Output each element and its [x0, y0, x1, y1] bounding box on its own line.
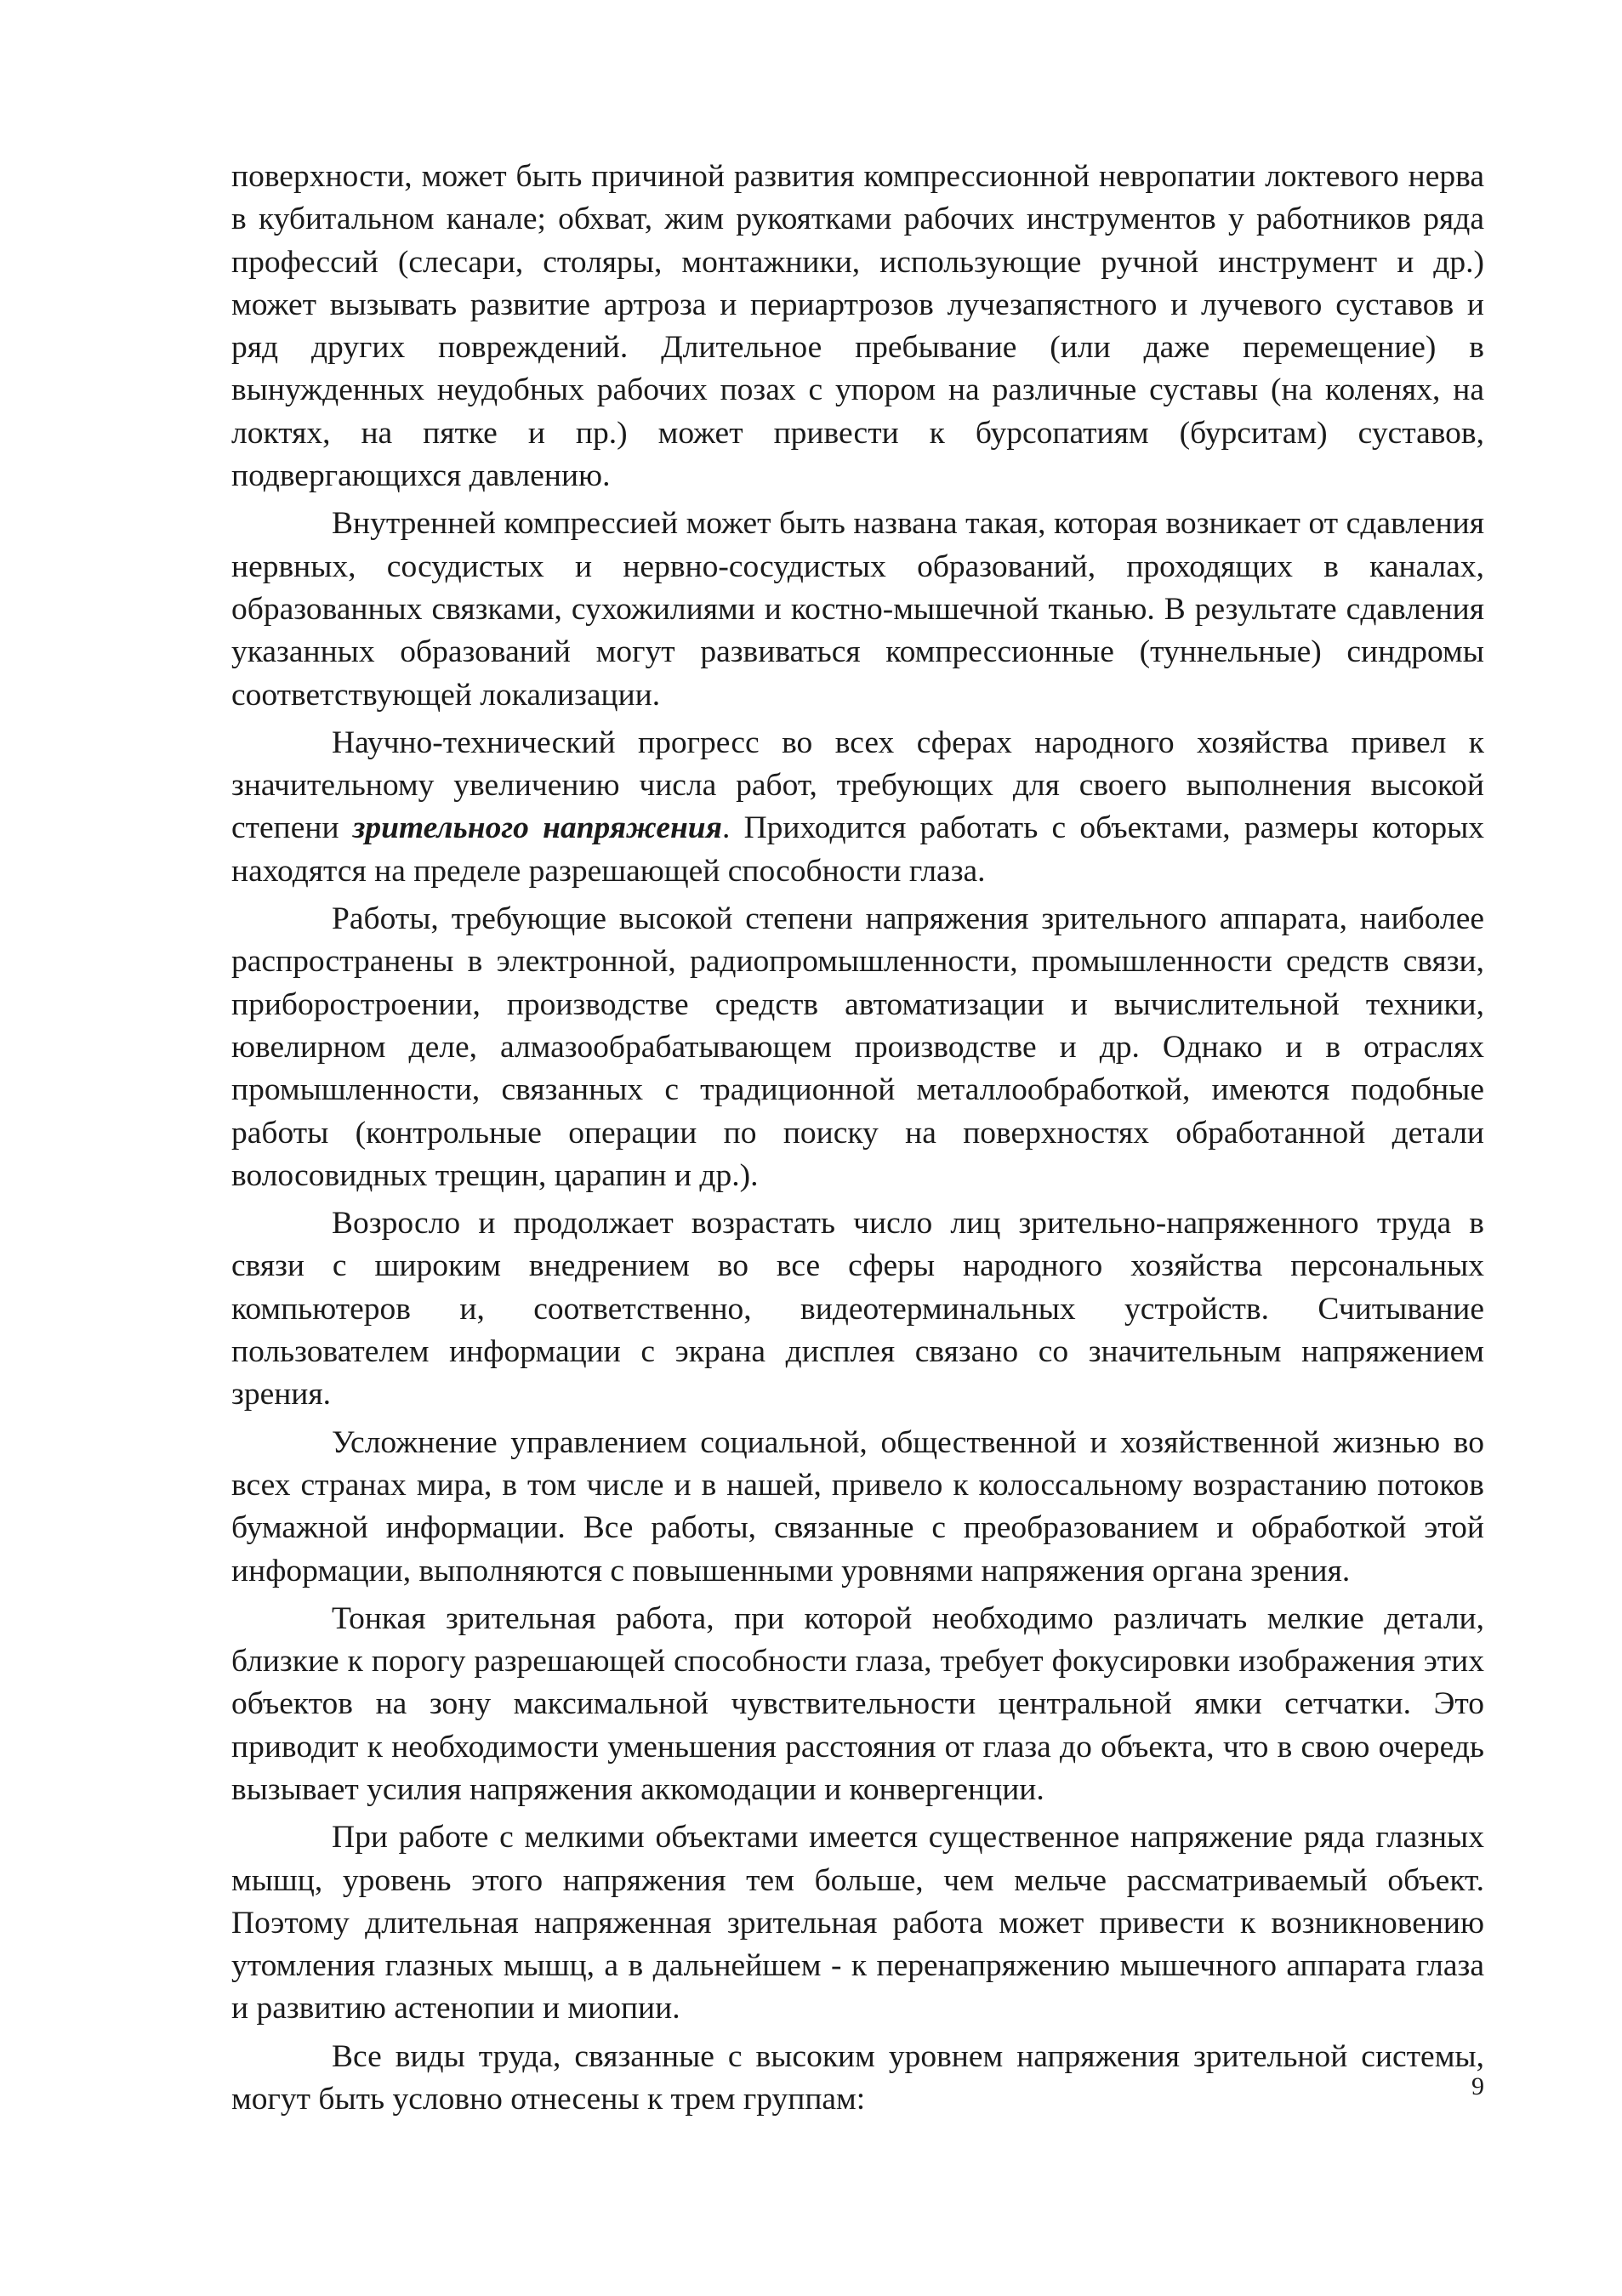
document-body — [231, 156, 1484, 2126]
paragraph-fine-visual-work: Тонкая зрительная работа, при которой необходимо различать мелкие детали, близкие к порогу разрешающей способности глаза, требует фокусировки изображения этих объектов на зону максимальной чувствительности центральной ямки сетчатки. Это приводит к необходимости уменьшения расстояния от глаза до объекта, что в свою очередь вызывает усилия напряжения аккомодации и конвергенции. — [231, 1600, 1484, 1807]
paragraph-compression-internal: Внутренней компрессией может быть названа такая, которая возникает от сдавления нервных, сосудистых и нервно-сосудистых образований, проходящих в каналах, образованных связками, сухожилиями и костно-мышечной тканью. В результате сдавления указанных образований могут развиваться компрессионные (туннельные) синдромы соответствующей локализации. — [231, 506, 1484, 713]
emphasized-term: зрительного напряжения — [352, 810, 722, 846]
paragraph-computers: Возросло и продолжает возрастать число лиц зрительно-напряженного труда в связи с широким внедрением во все сферы народного хозяйства персональных компьютеров и, соответственно, видеотерминальных устройств. Считывание пользователем информации с экрана дисплея связано со значительным напряжением зрения. — [231, 1206, 1484, 1412]
paragraph-compression-external: поверхности, может быть причиной развития компрессионной невропатии локтевого нерва в кубитальном канале; обхват, жим рукоятками рабочих инструментов у работников ряда профессий (слесари, столяры, монтажники, использующие ручной инструмент и др.) может вызывать развитие артроза и периартрозов лучезапястного и лучевого суставов и ряд других повреждений. Длительное пребывание (или даже перемещение) в вынужденных неудобных рабочих позах с упором на различные суставы (на коленях, на локтях, на пятке и пр.) может привести к бурсопатиям (бурситам) суставов, подвергающихся давлению. — [231, 159, 1484, 494]
paragraph-text-after: . Приходится работать с объектами, размеры которых находятся на пределе разрешающей способности глаза. — [231, 810, 1485, 889]
page-number: 9 — [1471, 2072, 1484, 2100]
paragraph-text-before: Научно-технический прогресс во всех сферах народного хозяйства привел к значительному увеличению числа работ, требующих для своего выполнения высокой степени — [231, 725, 1484, 846]
paragraph-work-groups: Все виды труда, связанные с высоким уровнем напряжения зрительной системы, могут быть условно отнесены к трем группам: — [231, 2038, 1484, 2117]
paragraph-visual-strain-intro — [231, 722, 1484, 893]
paragraph-paper-information: Усложнение управлением социальной, общественной и хозяйственной жизнью во всех странах мира, в том числе и в нашей, привело к колоссальному возрастанию потоков бумажной информации. Все работы, связанные с преобразованием и обработкой этой информации, выполняются с повышенными уровнями напряжения органа зрения. — [231, 1424, 1484, 1588]
paragraph-eye-muscles: При работе с мелкими объектами имеется существенное напряжение ряда глазных мышц, уровень этого напряжения тем больше, чем мельче рассматриваемый объект. Поэтому длительная напряженная зрительная работа может привести к возникновению утомления глазных мышц, а в дальнейшем - к перенапряжению мышечного аппарата глаза и развитию астенопии и миопии. — [231, 1820, 1484, 2026]
paragraph-industries: Работы, требующие высокой степени напряжения зрительного аппарата, наиболее распространены в электронной, радиопромышленности, промышленности средств связи, приборостроении, производстве средств автоматизации и вычислительной техники, ювелирном деле, алмазообрабатывающем производстве и др. Однако и в отраслях промышленности, связанных с традиционной металлообработкой, имеются подобные работы (контрольные операции по поиску на поверхностях обработанной детали волосовидных трещин, царапин и др.). — [231, 901, 1484, 1193]
